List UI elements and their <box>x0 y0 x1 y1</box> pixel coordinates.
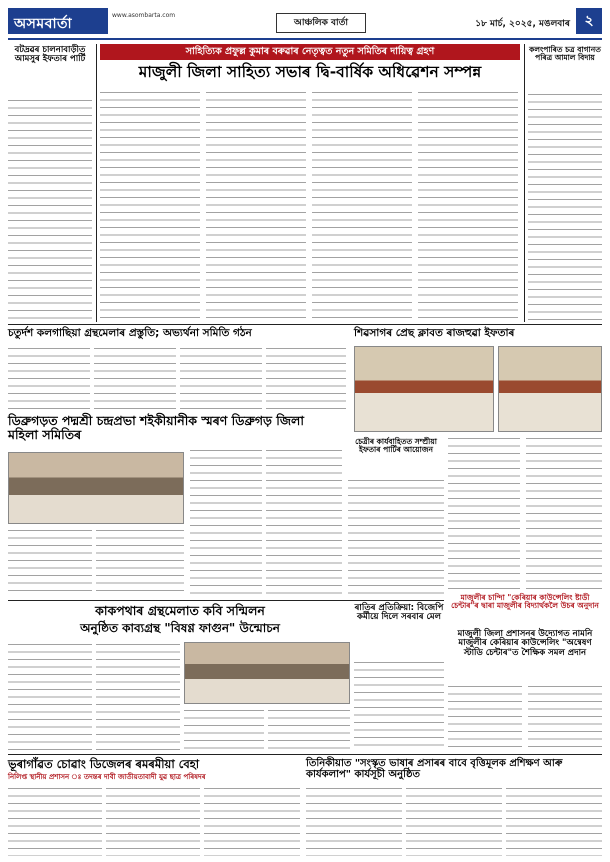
sanskrit-headline: তিনিকীয়াত "সংস্কৃত ভাষাৰ প্ৰসাৰৰ বাবে বৃত্তিমূলক প্ৰশিক্ষণ আৰু কাৰ্যকলাপ" কাৰ্যসূচী অনুষ্ঠিত <box>306 758 563 780</box>
sanskrit-col-3 <box>506 786 602 856</box>
book-fair-col-3 <box>180 346 262 412</box>
choang-col-3 <box>204 786 300 856</box>
right-top-body <box>528 92 602 320</box>
lead-headline: মাজুলী জিলা সাহিত্য সভাৰ দ্বি-বাৰ্ষিক অধিৱেশন সম্পন্ন <box>138 63 482 81</box>
book-fair-headline: চতুৰ্দশ কলগাছিয়া গ্ৰন্থমেলাৰ প্ৰস্তুতি; অভ্যৰ্থনা সমিতি গঠন <box>8 327 252 339</box>
divider <box>8 754 602 755</box>
page-number: ২ <box>576 8 602 34</box>
kakopathar-col-4 <box>268 708 350 750</box>
choang-col-2 <box>106 786 200 856</box>
kakopathar-col-2 <box>96 642 180 750</box>
left-top-headline: বটদ্ৰৱৰ চালনাবাড়ীত আমসুৰ ইফতাৰ পাৰ্টি <box>14 45 86 65</box>
kakopathar-col-1 <box>8 642 92 750</box>
dibrugarh-body-2 <box>96 528 184 596</box>
dibrugarh-photo <box>8 452 184 524</box>
iftar-headline: শিৱসাগৰ প্ৰেছ ক্লাবত ৰাজহুৱা ইফতাৰ <box>354 327 515 339</box>
masthead <box>8 6 602 40</box>
iftar-col-1 <box>448 436 520 592</box>
issue-date: ১৮ মাৰ্চ, ২০২৫, মঙলবাৰ <box>475 19 570 29</box>
choang-col-1 <box>8 786 102 856</box>
sanskrit-col-1 <box>306 786 402 856</box>
lead-body-col-3 <box>312 90 412 320</box>
ratir-headline: ৰাতিৰ প্ৰতিক্ৰিয়া: বিজেপি কৰ্মীয়ে দিলে সৰবাৰ মেল <box>354 603 444 623</box>
iftar-col-2 <box>526 436 602 592</box>
dibrugarh-body <box>8 528 92 596</box>
lead-body-col-2 <box>206 90 306 320</box>
lead-ribbon: সাহিত্যিক প্ৰফুল্ল কুমাৰ বৰুৱাৰ নেতৃত্বত নতুন সমিতিৰ দায়িত্ব গ্ৰহণ <box>100 44 520 60</box>
divider <box>8 324 602 325</box>
majuli-admin-col-1 <box>448 684 522 750</box>
kakopathar-headline: কাকপথাৰ গ্ৰন্থমেলাত কবি সন্মিলন <box>95 603 265 618</box>
iftar-photo <box>354 346 494 432</box>
kakopathar-photo <box>184 642 350 704</box>
lead-body-col-1 <box>100 90 200 320</box>
contact-info: www.asombarta.com <box>112 12 176 19</box>
choang-subhead: নিলিপ্ত স্থানীয় প্ৰশাসন ঃ তদন্তৰ দাবী জাতীয়তাবাদী যুৱ ছাত্ৰ পৰিষদৰ <box>8 773 206 781</box>
sanskrit-col-2 <box>406 786 502 856</box>
right-top-headline: কলংপাৰিত চত্ৰ বাগানত পৰিত্ৰ আমাল বিদায় <box>529 45 601 63</box>
lead-body-col-4 <box>418 90 518 320</box>
chhetri-body <box>348 478 444 596</box>
dibrugarh-body-4 <box>266 448 342 596</box>
dibrugarh-body-3 <box>190 448 262 596</box>
newspaper-logo: অসমবাৰ্তা <box>8 8 108 34</box>
ratir-body <box>354 660 444 750</box>
left-top-body <box>8 98 92 320</box>
majuli-admin-col-2 <box>528 684 602 750</box>
divider <box>96 44 97 322</box>
book-fair-col-2 <box>94 346 176 412</box>
iftar-photo-2 <box>498 346 602 432</box>
divider <box>524 44 525 322</box>
divider <box>8 600 444 601</box>
chhetri-headline: চেত্ৰীৰ কাৰ্যবাহিতত সম্প্ৰীয়া ইফতাৰ পাৰ্টিৰ আয়োজন <box>355 437 437 455</box>
dibrugarh-headline: ডিব্ৰুগড়ত পদ্মশ্ৰী চন্দ্ৰপ্ৰভা শইকীয়ানীক স্মৰণ ডিব্ৰুগড় জিলা মহিলা সমিতিৰ <box>8 413 304 442</box>
kakopathar-col-3 <box>184 708 264 750</box>
majuli-career-headline: মাজুলীৰ চান্দিা "কেৰিয়াৰ কাউন্সেলিং ষ্টাডী চেন্টাৰ"ৰ দ্বাৰা মাজুলীৰ বিদ্যাৰ্থকলৈ উচৰ অনুদান <box>451 593 599 611</box>
book-fair-col-4 <box>266 346 346 412</box>
kakopathar-subhead: অনুষ্ঠিত কাব্যগ্ৰন্থ "বিষণ্ণ ফাগুন" উন্মোচন <box>80 621 280 635</box>
section-title: আঞ্চলিক বাৰ্তা <box>276 13 366 33</box>
majuli-admin-headline: মাজুলী জিলা প্ৰশাসনৰ উদ্যোগত নামনি মাজুলীৰ কেৰিয়াৰ কাউন্সেলিং "অন্বেষণ স্টাডি চেন্টাৰ"ত শৈক্ষিক সমল প্ৰদান <box>457 629 593 658</box>
choang-headline: ভূৰাগাঁৱত চোৱাং ডিজেলৰ ৰমৰমীয়া বেহা <box>8 757 200 771</box>
book-fair-col-1 <box>8 346 90 412</box>
